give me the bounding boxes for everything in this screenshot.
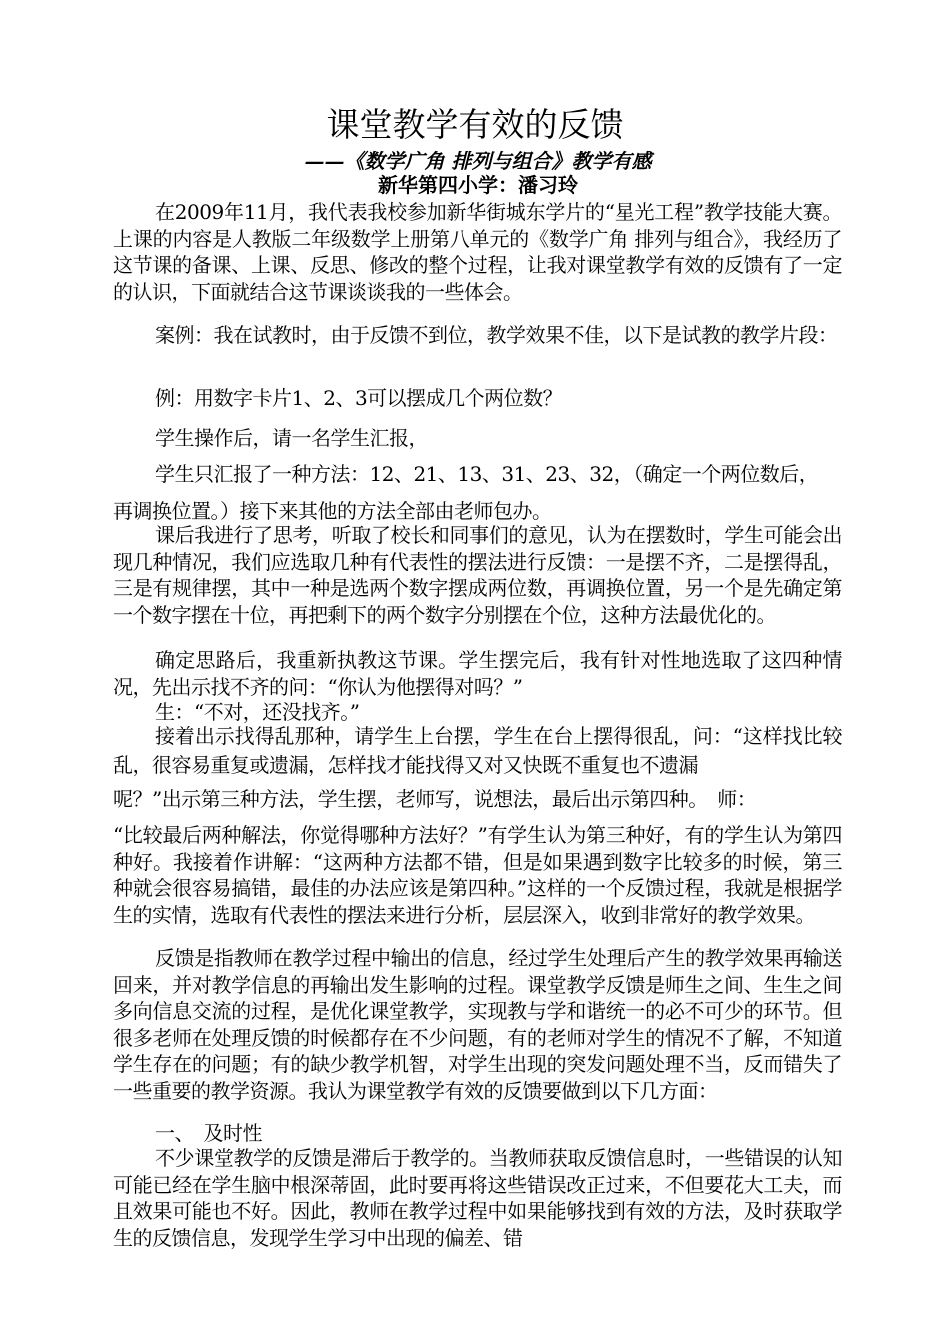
document-title: 课堂教学有效的反馈 [326, 105, 624, 144]
paragraph-case: 案例：我在试教时，由于反馈不到位，教学效果不佳，以下是试教的教学片段： [155, 323, 838, 347]
paragraph-reflection: 课后我进行了思考，听取了校长和同事们的意见，认为在摆数时，学生可能会出现几种情况，我们应选取几种有代表性的摆法进行反馈：一是摆不齐，二是摆得乱，三是有规律摆，其中一种是选两个数字摆成两位数，再调换位置，另一个是先确定第一个数字摆在十位，再把剩下的两个数字分别摆在个位，这种方法最优化的。 [113, 523, 842, 627]
paragraph-student-report: 学生只汇报了一种方法：12、21、13、31、23、32，（确定一个两位数后， [155, 462, 819, 486]
paragraph-third-method: 呢？”出示第三种方法，学生摆，老师写，说想法，最后出示第四种。 师： [113, 787, 757, 811]
paragraph-comparison: “比较最后两种解法，你觉得哪种方法好？”有学生认为第三种好，有的学生认为第四种好。我接着作讲解：“这两种方法都不错，但是如果遇到数字比较多的时候，第三种就会很容易搞错，最佳的办法应该是第四种。”这样的一个反馈过程，我就是根据学生的实情，选取有代表性的摆法来进行分析，层层深入，收到非常好的教学效果。 [113, 823, 842, 927]
document-subtitle: ——《数学广角 排列与组合》教学有感 [304, 149, 652, 173]
paragraph-reteach: 确定思路后，我重新执教这节课。学生摆完后，我有针对性地选取了这四种情况，先出示找不齐的问：“你认为他摆得对吗？” [113, 648, 842, 699]
paragraph-student-reply: 生：“不对，还没找齐。” [155, 700, 360, 724]
document-author: 新华第四小学：潘习玲 [378, 173, 578, 197]
paragraph-report-continued: 再调换位置。）接下来其他的方法全部由老师包办。 [113, 499, 552, 523]
paragraph-timeliness: 不少课堂教学的反馈是滞后于教学的。当教师获取反馈信息时，一些错误的认知可能已经在学生脑中根深蒂固，此时要再将这些错误改正过来，不但要花大工夫，而且效果可能也不好。因此，教师在教学过程中如果能够找到有效的方法，及时获取学生的反馈信息，发现学生学习中出现的偏差、错 [113, 1146, 842, 1250]
paragraph-feedback-definition: 反馈是指教师在教学过程中输出的信息，经过学生处理后产生的教学效果再输送回来，并对教学信息的再输出发生影响的过程。课堂教学反馈是师生之间、生生之间多向信息交流的过程，是优化课堂教学，实现教与学和谐统一的必不可少的环节。但很多老师在处理反馈的时候都存在不少问题，有的老师对学生的情况不了解，不知道学生存在的问题；有的缺少教学机智，对学生出现的突发问题处理不当，反而错失了一些重要的教学资源。我认为课堂教学有效的反馈要做到以下几方面： [113, 946, 842, 1103]
paragraph-student-operation: 学生操作后，请一名学生汇报， [155, 426, 428, 450]
paragraph-messy-method: 接着出示找得乱那种，请学生上台摆，学生在台上摆得很乱，问：“这样找比较乱，很容易重复或遗漏，怎样找才能找得又对又快既不重复也不遗漏 [113, 724, 842, 777]
paragraph-example: 例：用数字卡片1、2、3可以摆成几个两位数？ [155, 386, 563, 410]
section-heading-timeliness: 一、 及时性 [155, 1121, 262, 1145]
paragraph-intro: 在2009年11月，我代表我校参加新华街城东学片的“星光工程”教学技能大赛。上课的内容是人教版二年级数学上册第八单元的《数学广角 排列与组合》，我经历了这节课的备课、上课、反思、修改的整个过程，让我对课堂教学有效的反馈有了一定的认识，下面就结合这节课谈谈我的一些体会。 [113, 200, 842, 304]
